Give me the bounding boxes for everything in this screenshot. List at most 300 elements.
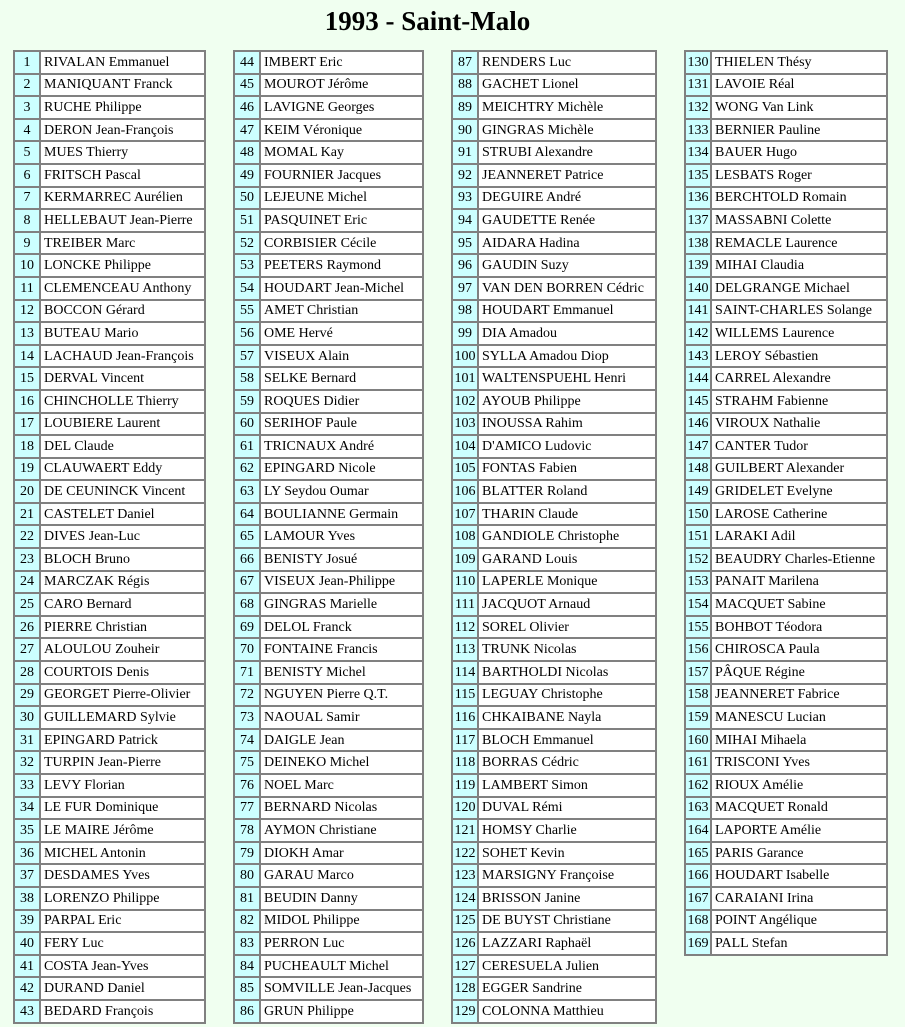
table-row (685, 548, 887, 571)
table-row (14, 96, 205, 119)
table-row (234, 977, 423, 1000)
rank-number: 135 (685, 164, 711, 187)
participant-name: CHKAIBANE Nayla (478, 706, 656, 729)
rank-number: 80 (234, 864, 260, 887)
rank-number: 94 (452, 209, 478, 232)
table-row (14, 706, 205, 729)
table-row (14, 141, 205, 164)
participant-name: WILLEMS Laurence (711, 322, 887, 345)
table-row (452, 864, 656, 887)
rank-number: 143 (685, 345, 711, 368)
participant-name: DIVES Jean-Luc (40, 525, 205, 548)
participant-name: GARAND Louis (478, 548, 656, 571)
participant-name: MIHAI Claudia (711, 254, 887, 277)
participant-name: VISEUX Jean-Philippe (260, 571, 423, 594)
table-row (14, 413, 205, 436)
participant-name: ALOULOU Zouheir (40, 638, 205, 661)
table-row (452, 300, 656, 323)
participant-name: LE FUR Dominique (40, 797, 205, 820)
participant-name: DELOL Franck (260, 616, 423, 639)
participant-name: JACQUOT Arnaud (478, 593, 656, 616)
table-row (14, 51, 205, 74)
table-row (685, 910, 887, 933)
table-row (14, 684, 205, 707)
rank-number: 110 (452, 571, 478, 594)
rank-number: 98 (452, 300, 478, 323)
participant-name: GANDIOLE Christophe (478, 525, 656, 548)
participant-name: STRAHM Fabienne (711, 390, 887, 413)
participant-name: SOREL Olivier (478, 616, 656, 639)
participant-name: AIDARA Hadina (478, 232, 656, 255)
participant-name: PARIS Garance (711, 842, 887, 865)
rank-number: 59 (234, 390, 260, 413)
rank-number: 24 (14, 571, 40, 594)
participant-name: COLONNA Matthieu (478, 1000, 656, 1023)
participant-name: DEL Claude (40, 435, 205, 458)
page-title: 1993 - Saint-Malo (324, 6, 531, 36)
rank-number: 63 (234, 480, 260, 503)
table-row (685, 480, 887, 503)
table-row (234, 413, 423, 436)
participant-name: BARTHOLDI Nicolas (478, 661, 656, 684)
rank-number: 91 (452, 141, 478, 164)
rank-number: 157 (685, 661, 711, 684)
table-row (452, 390, 656, 413)
table-row (234, 571, 423, 594)
rank-number: 83 (234, 932, 260, 955)
participant-name: PUCHEAULT Michel (260, 955, 423, 978)
rank-number: 121 (452, 819, 478, 842)
table-row (14, 910, 205, 933)
participants-column-1 (13, 50, 206, 1024)
table-row (14, 232, 205, 255)
rank-number: 36 (14, 842, 40, 865)
rank-number: 27 (14, 638, 40, 661)
rank-number: 118 (452, 751, 478, 774)
participant-name: MARSIGNY Françoise (478, 864, 656, 887)
rank-number: 77 (234, 797, 260, 820)
table-row (685, 503, 887, 526)
participant-name: RENDERS Luc (478, 51, 656, 74)
rank-number: 136 (685, 187, 711, 210)
rank-number: 60 (234, 413, 260, 436)
participant-name: CHIROSCA Paula (711, 638, 887, 661)
table-row (452, 797, 656, 820)
table-row (452, 458, 656, 481)
table-row (685, 232, 887, 255)
rank-number: 56 (234, 322, 260, 345)
participant-name: SOHET Kevin (478, 842, 656, 865)
table-row (14, 525, 205, 548)
participant-name: MACQUET Ronald (711, 797, 887, 820)
rank-number: 104 (452, 435, 478, 458)
rank-number: 117 (452, 729, 478, 752)
participants-column-2 (233, 50, 424, 1024)
rank-number: 82 (234, 910, 260, 933)
rank-number: 57 (234, 345, 260, 368)
table-row (452, 638, 656, 661)
table-row (14, 819, 205, 842)
table-row (452, 910, 656, 933)
participant-name: LESBATS Roger (711, 164, 887, 187)
rank-number: 38 (14, 887, 40, 910)
participant-name: STRUBI Alexandre (478, 141, 656, 164)
rank-number: 102 (452, 390, 478, 413)
rank-number: 68 (234, 593, 260, 616)
participant-name: GUILLEMARD Sylvie (40, 706, 205, 729)
table-row (234, 774, 423, 797)
participant-name: CARO Bernard (40, 593, 205, 616)
participant-name: BERCHTOLD Romain (711, 187, 887, 210)
rank-number: 28 (14, 661, 40, 684)
rank-number: 73 (234, 706, 260, 729)
participant-name: SYLLA Amadou Diop (478, 345, 656, 368)
rank-number: 160 (685, 729, 711, 752)
participant-name: THIELEN Thésy (711, 51, 887, 74)
rank-number: 122 (452, 842, 478, 865)
participant-name: COURTOIS Denis (40, 661, 205, 684)
table-row (685, 345, 887, 368)
table-row (685, 390, 887, 413)
participant-name: CLAUWAERT Eddy (40, 458, 205, 481)
participant-name: WALTENSPUEHL Henri (478, 367, 656, 390)
rank-number: 19 (14, 458, 40, 481)
table-row (685, 819, 887, 842)
rank-number: 151 (685, 525, 711, 548)
participant-name: GINGRAS Marielle (260, 593, 423, 616)
rank-number: 79 (234, 842, 260, 865)
table-row (234, 932, 423, 955)
rank-number: 54 (234, 277, 260, 300)
rank-number: 147 (685, 435, 711, 458)
rank-number: 162 (685, 774, 711, 797)
table-row (452, 616, 656, 639)
rank-number: 166 (685, 864, 711, 887)
table-row (685, 367, 887, 390)
rank-number: 100 (452, 345, 478, 368)
participant-name: WONG Van Link (711, 96, 887, 119)
table-row (685, 706, 887, 729)
rank-number: 76 (234, 774, 260, 797)
participant-name: CARAIANI Irina (711, 887, 887, 910)
table-row (452, 593, 656, 616)
rank-number: 23 (14, 548, 40, 571)
table-row (234, 887, 423, 910)
participant-name: BOHBOT Téodora (711, 616, 887, 639)
rank-number: 15 (14, 367, 40, 390)
table-row (14, 435, 205, 458)
participant-name: GRUN Philippe (260, 1000, 423, 1023)
participant-name: NOEL Marc (260, 774, 423, 797)
rank-number: 146 (685, 413, 711, 436)
table-row (14, 729, 205, 752)
rank-number: 61 (234, 435, 260, 458)
table-row (234, 684, 423, 707)
table-row (234, 1000, 423, 1023)
participant-name: LORENZO Philippe (40, 887, 205, 910)
participant-name: VIROUX Nathalie (711, 413, 887, 436)
table-row (685, 187, 887, 210)
participant-name: EPINGARD Nicole (260, 458, 423, 481)
participant-name: MUES Thierry (40, 141, 205, 164)
participant-name: NAOUAL Samir (260, 706, 423, 729)
table-row (452, 96, 656, 119)
participants-column-4 (684, 50, 888, 956)
rank-number: 134 (685, 141, 711, 164)
table-row (685, 661, 887, 684)
participant-name: BLATTER Roland (478, 480, 656, 503)
table-row (685, 277, 887, 300)
participant-name: MIDOL Philippe (260, 910, 423, 933)
participant-name: ROQUES Didier (260, 390, 423, 413)
participant-name: BEAUDRY Charles-Etienne (711, 548, 887, 571)
participant-name: DURAND Daniel (40, 977, 205, 1000)
rank-number: 39 (14, 910, 40, 933)
table-row (685, 74, 887, 97)
rank-number: 65 (234, 525, 260, 548)
participant-name: PERRON Luc (260, 932, 423, 955)
table-row (14, 503, 205, 526)
table-row (685, 842, 887, 865)
participant-name: PÂQUE Régine (711, 661, 887, 684)
rank-number: 148 (685, 458, 711, 481)
participant-name: OME Hervé (260, 322, 423, 345)
participant-name: BERNIER Pauline (711, 119, 887, 142)
rank-number: 32 (14, 751, 40, 774)
participant-name: BENISTY Josué (260, 548, 423, 571)
rank-number: 70 (234, 638, 260, 661)
table-row (452, 729, 656, 752)
table-row (234, 819, 423, 842)
table-row (234, 74, 423, 97)
rank-number: 29 (14, 684, 40, 707)
table-row (14, 616, 205, 639)
participant-name: RUCHE Philippe (40, 96, 205, 119)
rank-number: 12 (14, 300, 40, 323)
table-row (234, 141, 423, 164)
table-row (685, 616, 887, 639)
participant-name: AYOUB Philippe (478, 390, 656, 413)
participant-name: GRIDELET Evelyne (711, 480, 887, 503)
participant-name: REMACLE Laurence (711, 232, 887, 255)
rank-number: 129 (452, 1000, 478, 1023)
rank-number: 130 (685, 51, 711, 74)
rank-number: 132 (685, 96, 711, 119)
table-row (452, 977, 656, 1000)
rank-number: 17 (14, 413, 40, 436)
table-row (452, 661, 656, 684)
table-row (452, 51, 656, 74)
participant-name: NGUYEN Pierre Q.T. (260, 684, 423, 707)
rank-number: 6 (14, 164, 40, 187)
rank-number: 42 (14, 977, 40, 1000)
rank-number: 11 (14, 277, 40, 300)
rank-number: 128 (452, 977, 478, 1000)
participant-name: FONTAS Fabien (478, 458, 656, 481)
rank-number: 52 (234, 232, 260, 255)
participant-name: PARPAL Eric (40, 910, 205, 933)
table-row (452, 932, 656, 955)
participant-name: MACQUET Sabine (711, 593, 887, 616)
rank-number: 55 (234, 300, 260, 323)
table-row (234, 164, 423, 187)
table-row (14, 864, 205, 887)
rank-number: 66 (234, 548, 260, 571)
participant-name: DE BUYST Christiane (478, 910, 656, 933)
table-row (452, 187, 656, 210)
participant-name: KEIM Véronique (260, 119, 423, 142)
rank-number: 22 (14, 525, 40, 548)
rank-number: 103 (452, 413, 478, 436)
rank-number: 26 (14, 616, 40, 639)
participant-name: HOUDART Emmanuel (478, 300, 656, 323)
participant-name: CARREL Alexandre (711, 367, 887, 390)
table-row (452, 254, 656, 277)
participant-name: LEGUAY Christophe (478, 684, 656, 707)
rank-number: 108 (452, 525, 478, 548)
participant-name: MICHEL Antonin (40, 842, 205, 865)
table-row (452, 751, 656, 774)
table-row (234, 751, 423, 774)
table-row (234, 480, 423, 503)
rank-number: 40 (14, 932, 40, 955)
participant-name: SELKE Bernard (260, 367, 423, 390)
rank-number: 164 (685, 819, 711, 842)
table-row (685, 96, 887, 119)
rank-number: 97 (452, 277, 478, 300)
participant-name: EGGER Sandrine (478, 977, 656, 1000)
rank-number: 89 (452, 96, 478, 119)
table-row (234, 119, 423, 142)
participant-name: BENISTY Michel (260, 661, 423, 684)
participant-name: SERIHOF Paule (260, 413, 423, 436)
rank-number: 9 (14, 232, 40, 255)
rank-number: 106 (452, 480, 478, 503)
rank-number: 78 (234, 819, 260, 842)
table-row (452, 842, 656, 865)
participant-name: DEGUIRE André (478, 187, 656, 210)
table-row (452, 819, 656, 842)
rank-number: 161 (685, 751, 711, 774)
rank-number: 105 (452, 458, 478, 481)
rank-number: 10 (14, 254, 40, 277)
rank-number: 48 (234, 141, 260, 164)
table-row (234, 345, 423, 368)
rank-number: 74 (234, 729, 260, 752)
table-row (452, 548, 656, 571)
rank-number: 21 (14, 503, 40, 526)
table-row (685, 593, 887, 616)
rank-number: 50 (234, 187, 260, 210)
rank-number: 156 (685, 638, 711, 661)
participants-column-3 (451, 50, 657, 1024)
rank-number: 86 (234, 1000, 260, 1023)
rank-number: 67 (234, 571, 260, 594)
rank-number: 5 (14, 141, 40, 164)
rank-number: 93 (452, 187, 478, 210)
table-row (685, 322, 887, 345)
rank-number: 41 (14, 955, 40, 978)
rank-number: 37 (14, 864, 40, 887)
table-row (14, 458, 205, 481)
participant-name: POINT Angélique (711, 910, 887, 933)
rank-number: 1 (14, 51, 40, 74)
table-row (14, 751, 205, 774)
participant-name: FONTAINE Francis (260, 638, 423, 661)
rank-number: 88 (452, 74, 478, 97)
table-row (234, 209, 423, 232)
table-row (685, 729, 887, 752)
table-row (685, 209, 887, 232)
rank-number: 35 (14, 819, 40, 842)
rank-number: 139 (685, 254, 711, 277)
participant-name: LY Seydou Oumar (260, 480, 423, 503)
rank-number: 95 (452, 232, 478, 255)
rank-number: 119 (452, 774, 478, 797)
table-row (452, 164, 656, 187)
participant-name: BLOCH Bruno (40, 548, 205, 571)
participant-name: PANAIT Marilena (711, 571, 887, 594)
participant-name: BORRAS Cédric (478, 751, 656, 774)
rank-number: 137 (685, 209, 711, 232)
rank-number: 62 (234, 458, 260, 481)
table-row (14, 887, 205, 910)
participant-name: PEETERS Raymond (260, 254, 423, 277)
rank-number: 20 (14, 480, 40, 503)
table-row (452, 571, 656, 594)
participant-name: DAIGLE Jean (260, 729, 423, 752)
participant-name: LACHAUD Jean-François (40, 345, 205, 368)
rank-number: 158 (685, 684, 711, 707)
participant-name: DERVAL Vincent (40, 367, 205, 390)
table-row (234, 593, 423, 616)
participant-name: TREIBER Marc (40, 232, 205, 255)
participant-name: MARCZAK Régis (40, 571, 205, 594)
table-row (14, 977, 205, 1000)
table-row (14, 955, 205, 978)
participant-name: LAPORTE Amélie (711, 819, 887, 842)
participant-name: DIA Amadou (478, 322, 656, 345)
participant-name: VISEUX Alain (260, 345, 423, 368)
table-row (14, 367, 205, 390)
participant-name: FRITSCH Pascal (40, 164, 205, 187)
participant-name: MOMAL Kay (260, 141, 423, 164)
table-row (452, 141, 656, 164)
rank-number: 152 (685, 548, 711, 571)
table-row (234, 729, 423, 752)
rank-number: 101 (452, 367, 478, 390)
table-row (452, 887, 656, 910)
rank-number: 16 (14, 390, 40, 413)
participant-name: GAUDIN Suzy (478, 254, 656, 277)
table-row (452, 345, 656, 368)
rank-number: 96 (452, 254, 478, 277)
participant-name: LAPERLE Monique (478, 571, 656, 594)
table-row (685, 774, 887, 797)
table-row (234, 322, 423, 345)
rank-number: 45 (234, 74, 260, 97)
table-row (14, 797, 205, 820)
table-row (452, 684, 656, 707)
table-row (685, 119, 887, 142)
participant-name: BAUER Hugo (711, 141, 887, 164)
participant-name: CLEMENCEAU Anthony (40, 277, 205, 300)
participant-name: GARAU Marco (260, 864, 423, 887)
table-row (234, 503, 423, 526)
participant-name: DESDAMES Yves (40, 864, 205, 887)
participant-name: LAROSE Catherine (711, 503, 887, 526)
table-row (452, 322, 656, 345)
